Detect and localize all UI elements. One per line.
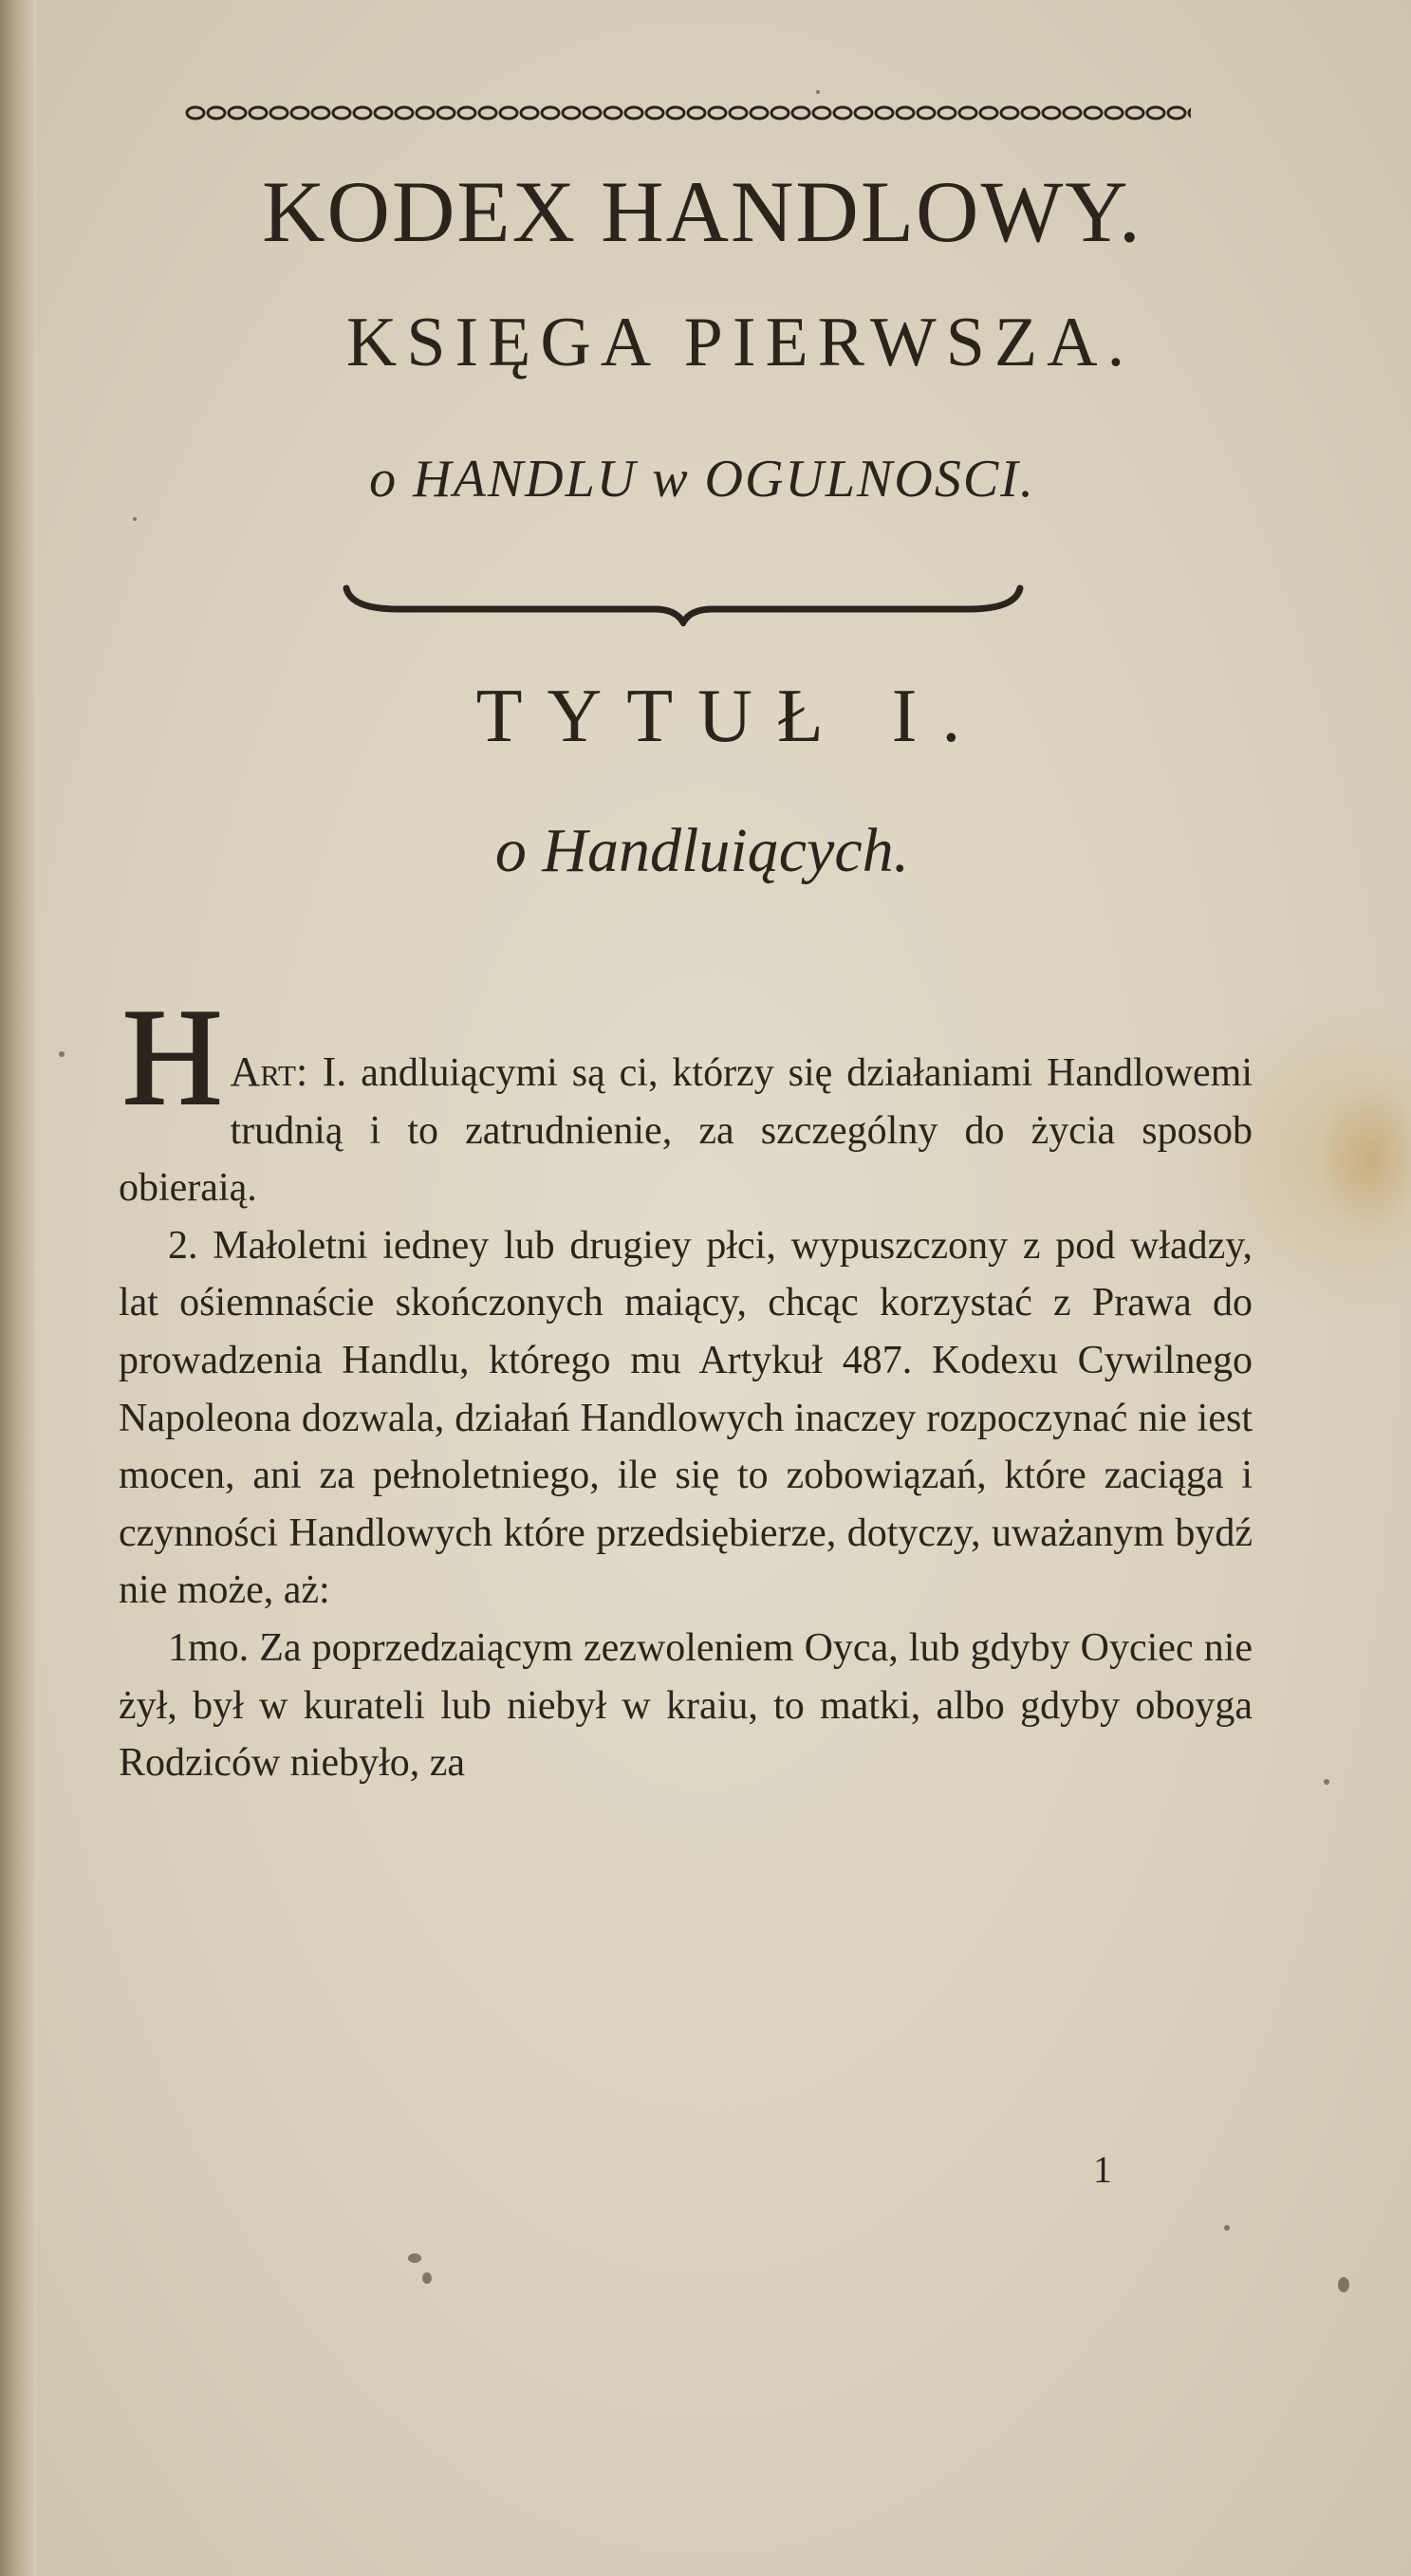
code-title: KODEX HANDLOWY. [262, 163, 1142, 260]
body-text [119, 980, 1253, 1792]
paper-speck [59, 1051, 65, 1057]
page-number: 1 [1093, 2148, 1112, 2191]
brace-ornament [342, 579, 1025, 626]
paper-stain [1319, 1082, 1411, 1233]
paper-speck [1338, 2277, 1349, 2292]
article-2-item-1 [119, 1620, 1253, 1792]
paper-speck [133, 517, 137, 521]
top-chain-ornament [185, 99, 1191, 127]
title-heading: TYTUŁ I. [475, 675, 986, 758]
article-1-label: Art: I. [230, 1048, 347, 1095]
article-2-label: 2. [168, 1223, 198, 1268]
article-2 [119, 1217, 1253, 1620]
paper-speck [1224, 2225, 1230, 2231]
paper-speck [408, 2253, 421, 2263]
book-title: KSIĘGA PIERWSZA. [345, 304, 1135, 381]
paper-speck [422, 2272, 432, 2284]
article-1 [119, 980, 1253, 1217]
paper-speck [816, 90, 820, 94]
page-binding-edge [0, 0, 36, 2576]
paper-speck [1324, 1779, 1329, 1785]
item-1-text: Za poprzedzaiącym zezwoleniem Oyca, lub gdyby Oyciec nie żył, był w kurateli lub niebył w kraiu, to matki, albo gdyby oboyga Rodziców niebyło, za [119, 1625, 1253, 1786]
title-subject: o Handluiących. [494, 816, 910, 885]
book-subtitle: o HANDLU w OGULNOSCI. [369, 450, 1035, 509]
item-1-label: 1mo. [168, 1625, 250, 1670]
article-2-text: Małoletni iedney lub drugiey płci, wypuszczony z pod władzy, lat ośiemnaście skończonych maiący, chcąc korzystać z Prawa do prowadzenia Handlu, którego mu Artykuł 487. Kodexu Cywilnego Napoleona dozwala, działań Handlowych inaczey rozpoczynać nie iest mocen, ani za pełnoletniego, ile się to zobowiązań, które zaciąga i czynności Handlowych które przedsiębierze, dotyczy, uważanym bydź nie może, aż: [119, 1223, 1253, 1613]
article-1-text: andluiącymi są ci, którzy się działaniami Handlowemi trudnią i to zatrudnienie, za szczególny do życia sposob obieraią. [119, 1051, 1253, 1211]
drop-cap-initial: H [122, 980, 223, 1134]
